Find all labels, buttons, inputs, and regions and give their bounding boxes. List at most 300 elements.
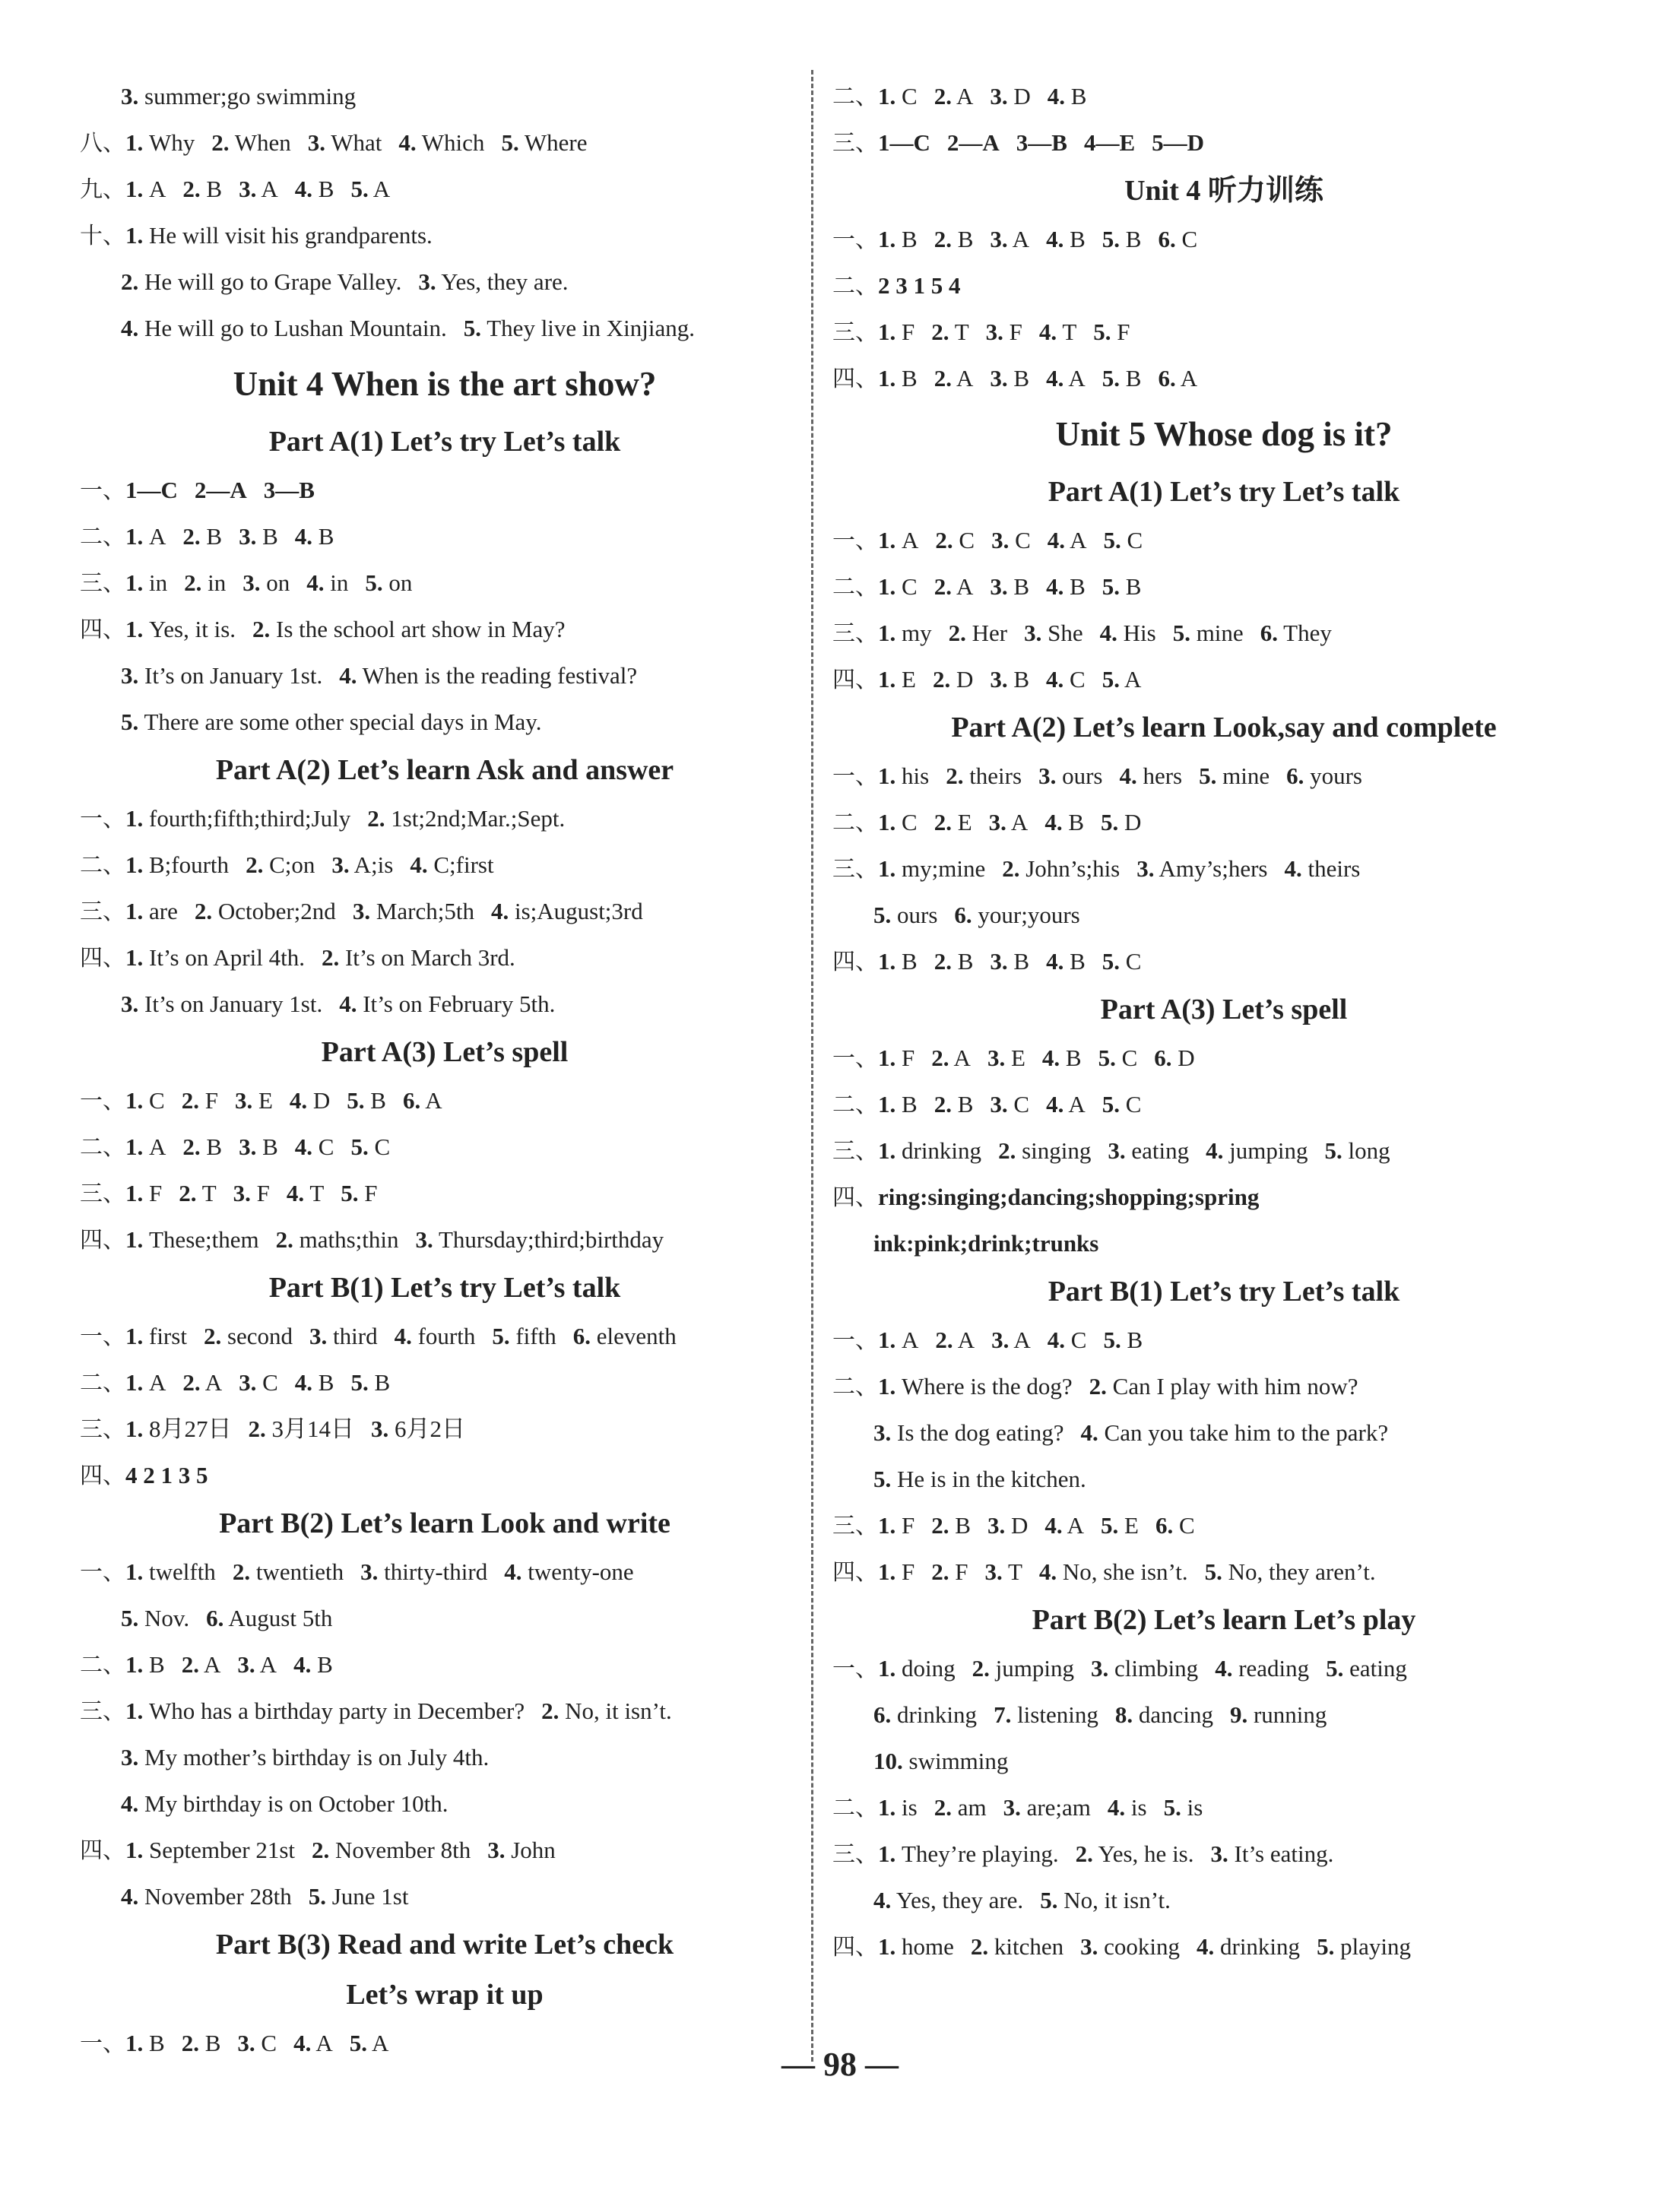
answer-item [878,272,961,299]
answer-item [242,569,290,596]
item-number: 3. [1090,1655,1109,1682]
item-answer: September 21st [149,1837,295,1863]
answer-item [290,1087,330,1114]
item-answer: Yes, they are. [895,1887,1024,1913]
answer-item [949,620,1007,646]
answer-item [306,569,348,596]
answer-item [491,898,643,924]
question-group-number: 四、 [80,617,125,643]
answer-item [1091,1655,1198,1682]
item-number: 2. [181,1087,199,1114]
item-answer: B [1127,1327,1143,1353]
item-answer: B [262,523,278,550]
item-answer: 8月27日 [149,1415,232,1442]
item-number: 3. [415,1226,433,1253]
item-number: 3. [990,365,1008,391]
item-number: 1. [125,1837,144,1863]
answer-item [1199,762,1270,789]
item-answer: climbing [1114,1655,1199,1682]
item-answer: Is the school art show in May? [276,616,566,642]
answer-item [1081,1419,1389,1446]
answer-line [80,934,810,981]
answer-item [125,176,166,202]
item-number: 3. [990,83,1008,109]
answer-line [832,309,1615,355]
item-answer: are;am [1026,1794,1091,1821]
answer-item [206,1605,332,1631]
answer-item [121,268,401,295]
section-heading: Part B(2) Let’s learn Look and write [219,1507,670,1539]
item-number: 4. [294,1369,313,1396]
answer-item [990,666,1029,693]
item-number: 2. [179,1180,197,1206]
item-answer: My birthday is on October 10th. [144,1790,449,1817]
answer-item [182,1651,221,1678]
answer-line [80,1313,810,1359]
item-answer: A [372,176,391,202]
question-group-number: 三、 [832,1138,878,1165]
item-number: 2. [246,851,264,878]
item-number: 1. [878,573,896,600]
item-answer: What [331,129,382,156]
item-answer: fourth;fifth;third;July [149,805,351,832]
item-number: 2. [934,365,952,391]
answer-item [1115,1701,1213,1728]
item-number: 1. [878,855,896,882]
answer-item [339,662,637,689]
item-answer: October;2nd [217,898,336,924]
item-answer: playing [1340,1933,1412,1960]
item-answer: November 8th [335,1837,471,1863]
item-answer: F [149,1180,163,1206]
answer-line [832,1035,1615,1081]
answer-item [878,1137,981,1164]
item-number: 6. [954,902,972,928]
question-group-number: 一、 [80,1559,125,1586]
item-answer: long [1348,1137,1390,1164]
item-number: 1. [878,666,896,693]
item-answer: fifth [515,1323,556,1349]
answer-item [125,1180,162,1206]
item-answer: A [956,573,974,600]
item-answer: in [330,569,349,596]
item-number: 4. [1046,573,1064,600]
item-answer: E [258,1087,273,1114]
item-answer: It’s on January 1st. [144,662,323,689]
answer-column-right [832,73,1615,1970]
answer-line [80,119,810,166]
answer-line [832,1738,1615,1784]
answer-item [946,762,1022,789]
item-answer: It’s on March 3rd. [344,944,515,971]
answer-item [986,319,1022,345]
item-number: 2. [1075,1840,1093,1867]
question-group-number: 三、 [832,856,878,883]
answer-item [239,1369,278,1396]
item-answer: A;is [353,851,394,878]
answer-item [125,1462,208,1488]
item-answer: E [902,666,916,693]
item-number: 5. [1204,1558,1222,1585]
answer-item [1046,1091,1086,1117]
item-number: 5. [121,1605,139,1631]
item-number: 5. [873,902,892,928]
item-number: 2—A [946,129,1000,156]
answer-item [878,1512,914,1539]
answer-item [878,527,918,553]
item-number: 4. [1206,1137,1224,1164]
answer-line [80,888,810,934]
answer-item [1080,1933,1180,1960]
answer-line [832,563,1615,610]
item-number: 6. [1286,762,1304,789]
item-number: 6. [572,1323,591,1349]
item-number: 4. [398,129,417,156]
answer-line [80,1452,810,1498]
item-number: 4. [410,851,428,878]
item-number: 6. [1154,1045,1172,1071]
item-answer: They live in Xinjiang. [487,315,696,341]
answer-item [121,83,356,109]
item-answer: 1st;2nd;Mar.;Sept. [391,805,566,832]
answer-item [878,83,918,109]
answer-item [125,851,229,878]
answer-item [878,1655,956,1682]
item-number: 2. [931,1512,949,1539]
item-answer: F [364,1180,378,1206]
item-number: 6. [1155,1512,1174,1539]
answer-item [931,1558,968,1585]
answer-item [1100,620,1156,646]
answer-item [989,809,1029,835]
question-group-number: 二、 [832,1795,878,1821]
item-answer: mine [1222,762,1270,789]
item-number: 1. [125,616,144,642]
item-number: 5. [1102,948,1120,975]
item-answer: cooking [1104,1933,1180,1960]
answer-item [246,851,315,878]
item-number: 4. [1046,365,1064,391]
item-number: 3. [990,948,1008,975]
item-answer: B [902,1091,918,1117]
item-answer: John’s;his [1025,855,1121,882]
item-answer: on [388,569,413,596]
answer-item [1260,620,1332,646]
item-number: 4. [121,1790,139,1817]
item-answer: John [511,1837,556,1863]
item-number: 1. [878,83,896,109]
answer-item [1284,855,1360,882]
answer-line [832,799,1615,845]
item-answer: mine [1196,620,1244,646]
item-answer: They [1283,620,1332,646]
item-number: 6. [1260,620,1278,646]
item-answer: B [318,176,334,202]
item-number: 4. [306,569,325,596]
item-number: 1. [878,1327,896,1353]
item-answer: A [953,1045,971,1071]
item-answer: C [1015,527,1031,553]
answer-item [1152,129,1204,156]
item-answer: B [1070,573,1086,600]
item-number: 4. [1046,666,1064,693]
item-answer: E [957,809,972,835]
question-group-number: 九、 [80,176,125,203]
item-answer: is [1187,1794,1203,1821]
item-answer: A [1124,666,1142,693]
item-number: 5. [873,1466,892,1492]
item-answer: F [1009,319,1022,345]
item-number: 2. [203,1323,222,1349]
answer-item [878,1327,918,1353]
answer-line [80,1170,810,1216]
item-number: 5. [492,1323,510,1349]
answer-item [235,1087,273,1114]
unit-title: Unit 4 When is the art show? [233,365,657,403]
answer-item [1046,948,1086,975]
question-group-number: 二、 [80,524,125,550]
item-answer: When is the reading festival? [362,662,638,689]
section-heading: Part A(3) Let’s spell [321,1036,569,1068]
answer-line [832,1317,1615,1363]
item-answer: C [1121,1045,1138,1071]
item-answer: B [902,948,918,975]
answer-item [991,527,1031,553]
item-answer: in [208,569,227,596]
item-number: 1. [125,1180,144,1206]
item-number: 4. [1099,620,1117,646]
answer-item [878,1840,1059,1867]
item-answer: is;August;3rd [514,898,643,924]
answer-item [295,176,334,202]
item-number: 3. [360,1558,379,1585]
item-answer: C [959,527,975,553]
item-answer: C [1127,527,1143,553]
item-number: 3. [1108,1137,1126,1164]
item-answer: listening [1017,1701,1098,1728]
answer-line [832,845,1615,892]
item-number: 2. [934,948,952,975]
item-number: 1. [878,1373,896,1400]
item-number: 3. [237,2030,255,2056]
answer-line [80,606,810,652]
item-answer: B [262,1133,278,1160]
question-group-number: 二、 [832,810,878,836]
answer-line [80,560,810,606]
item-answer: doing [902,1655,956,1682]
answer-item [182,1133,222,1160]
item-answer: A [149,1133,166,1160]
item-number: 4. [1046,226,1064,252]
item-answer: C [1070,1327,1087,1353]
item-number: 1. [125,2030,144,2056]
answer-item [1155,1512,1195,1539]
item-answer: B [957,948,974,975]
item-number: 2—A [194,477,247,503]
answer-item [1317,1933,1411,1960]
item-answer: C [1013,1091,1030,1117]
answer-item [308,129,382,156]
item-number: 4. [286,1180,305,1206]
item-answer: reading [1238,1655,1310,1682]
item-number: 4. [293,1651,312,1678]
question-group-number: 三、 [832,130,878,157]
answer-item [1003,1794,1091,1821]
item-number: 3. [309,1323,328,1349]
item-answer: B [318,1369,334,1396]
answer-item [403,1087,442,1114]
answer-item [1040,1887,1171,1913]
item-answer: eating [1349,1655,1407,1682]
answer-line [80,699,810,745]
item-number: 4. [121,315,139,341]
item-number: 5. [1102,573,1120,600]
answer-item [1076,1840,1194,1867]
item-number: 3. [991,527,1010,553]
answer-line [80,1595,810,1641]
question-group-number: 四、 [80,945,125,972]
item-number: 4. [1080,1419,1098,1446]
item-answer: A [315,2030,333,2056]
answer-item [934,1091,974,1117]
answer-item [350,176,390,202]
item-number: 1. [878,1840,896,1867]
item-number: 2. [948,620,966,646]
item-number: 3. [987,1045,1006,1071]
item-number: 3. [487,1837,506,1863]
answer-item [418,268,568,295]
item-answer: C [1125,948,1142,975]
answer-line [832,73,1615,119]
item-number: 3. [990,226,1008,252]
item-answer: drinking [897,1701,978,1728]
answer-item [360,1558,487,1585]
answer-item [931,1512,971,1539]
answer-item [125,1226,259,1253]
answer-item [239,176,278,202]
item-number: 3. [984,1558,1003,1585]
item-answer: thirty-third [384,1558,488,1585]
answer-item [971,1933,1063,1960]
item-number: 5. [501,129,519,156]
answer-line [832,610,1615,656]
item-number: 3. [121,662,139,689]
answer-line [80,1688,810,1734]
answer-item [934,809,972,835]
item-answer: It’s on February 5th. [363,991,556,1017]
item-number: 3. [233,1180,251,1206]
answer-item [990,226,1029,252]
question-group-number: 一、 [832,1045,878,1072]
answer-item [1089,1373,1358,1400]
answer-item [878,129,930,156]
item-answer: F [955,1558,968,1585]
item-number: 5. [1102,226,1120,252]
answer-item [1103,1327,1143,1353]
answer-item [1215,1655,1309,1682]
item-number: 1. [125,569,144,596]
question-group-number: 三、 [80,570,125,597]
answer-item [1044,1512,1084,1539]
item-number: 2 3 1 5 4 [878,272,961,299]
item-number: 5. [1098,1045,1116,1071]
item-answer: F [256,1180,270,1206]
item-number: 3. [418,268,436,295]
item-answer: It’s on April 4th. [149,944,305,971]
answer-item [1048,527,1087,553]
item-number: 4. [339,991,357,1017]
answer-line [832,1456,1615,1502]
item-number: 3. [121,991,139,1017]
answer-line [80,1734,810,1780]
item-number: 2. [934,573,952,600]
item-number: 2. [946,762,964,789]
item-number: 4. [1197,1933,1215,1960]
answer-line [832,1502,1615,1549]
answer-item [972,1655,1074,1682]
item-number: 4. [339,662,357,689]
answer-item [1042,1045,1082,1071]
answer-item [878,620,932,646]
item-number: 5. [1103,527,1121,553]
item-answer: is [902,1794,918,1821]
item-answer: twentieth [255,1558,344,1585]
answer-line [80,842,810,888]
item-number: 5. [1102,1091,1120,1117]
section-heading: Part B(1) Let’s try Let’s talk [1048,1276,1400,1308]
item-answer: his [902,762,930,789]
answer-item [125,1323,187,1349]
item-answer: He will visit his grandparents. [149,222,433,249]
item-number: 6. [206,1605,224,1631]
item-answer: T [1007,1558,1022,1585]
item-number: 1. [878,365,896,391]
answer-line [832,1409,1615,1456]
item-number: 1. [125,1133,144,1160]
answer-item [395,1323,476,1349]
item-number: 1. [125,129,144,156]
item-number: 3. [873,1419,892,1446]
item-number: 3. [1038,762,1057,789]
item-answer: No, they aren’t. [1228,1558,1376,1585]
item-number: 5. [1326,1655,1344,1682]
answer-item [934,948,974,975]
item-answer: B [204,2030,221,2056]
answer-item [873,1230,1098,1257]
item-answer: maths;thin [299,1226,399,1253]
answer-item [1038,762,1102,789]
item-answer: B [1013,666,1030,693]
item-answer: theirs [1308,855,1361,882]
question-group-number: 一、 [832,227,878,253]
answer-item [1102,1091,1142,1117]
item-answer: C [149,1087,165,1114]
item-answer: Yes, they are. [441,268,569,295]
item-number: 2. [998,1137,1016,1164]
answer-item [182,1087,218,1114]
answer-item [873,1701,977,1728]
answer-item [309,1323,378,1349]
item-answer: His [1123,620,1156,646]
answer-item [350,1133,390,1160]
answer-item [121,1605,189,1631]
item-number: 3. [1136,855,1155,882]
item-number: 5. [1163,1794,1181,1821]
item-answer: jumping [995,1655,1074,1682]
question-group-number: 二、 [832,273,878,300]
answer-item [1084,129,1135,156]
answer-item [179,1180,216,1206]
